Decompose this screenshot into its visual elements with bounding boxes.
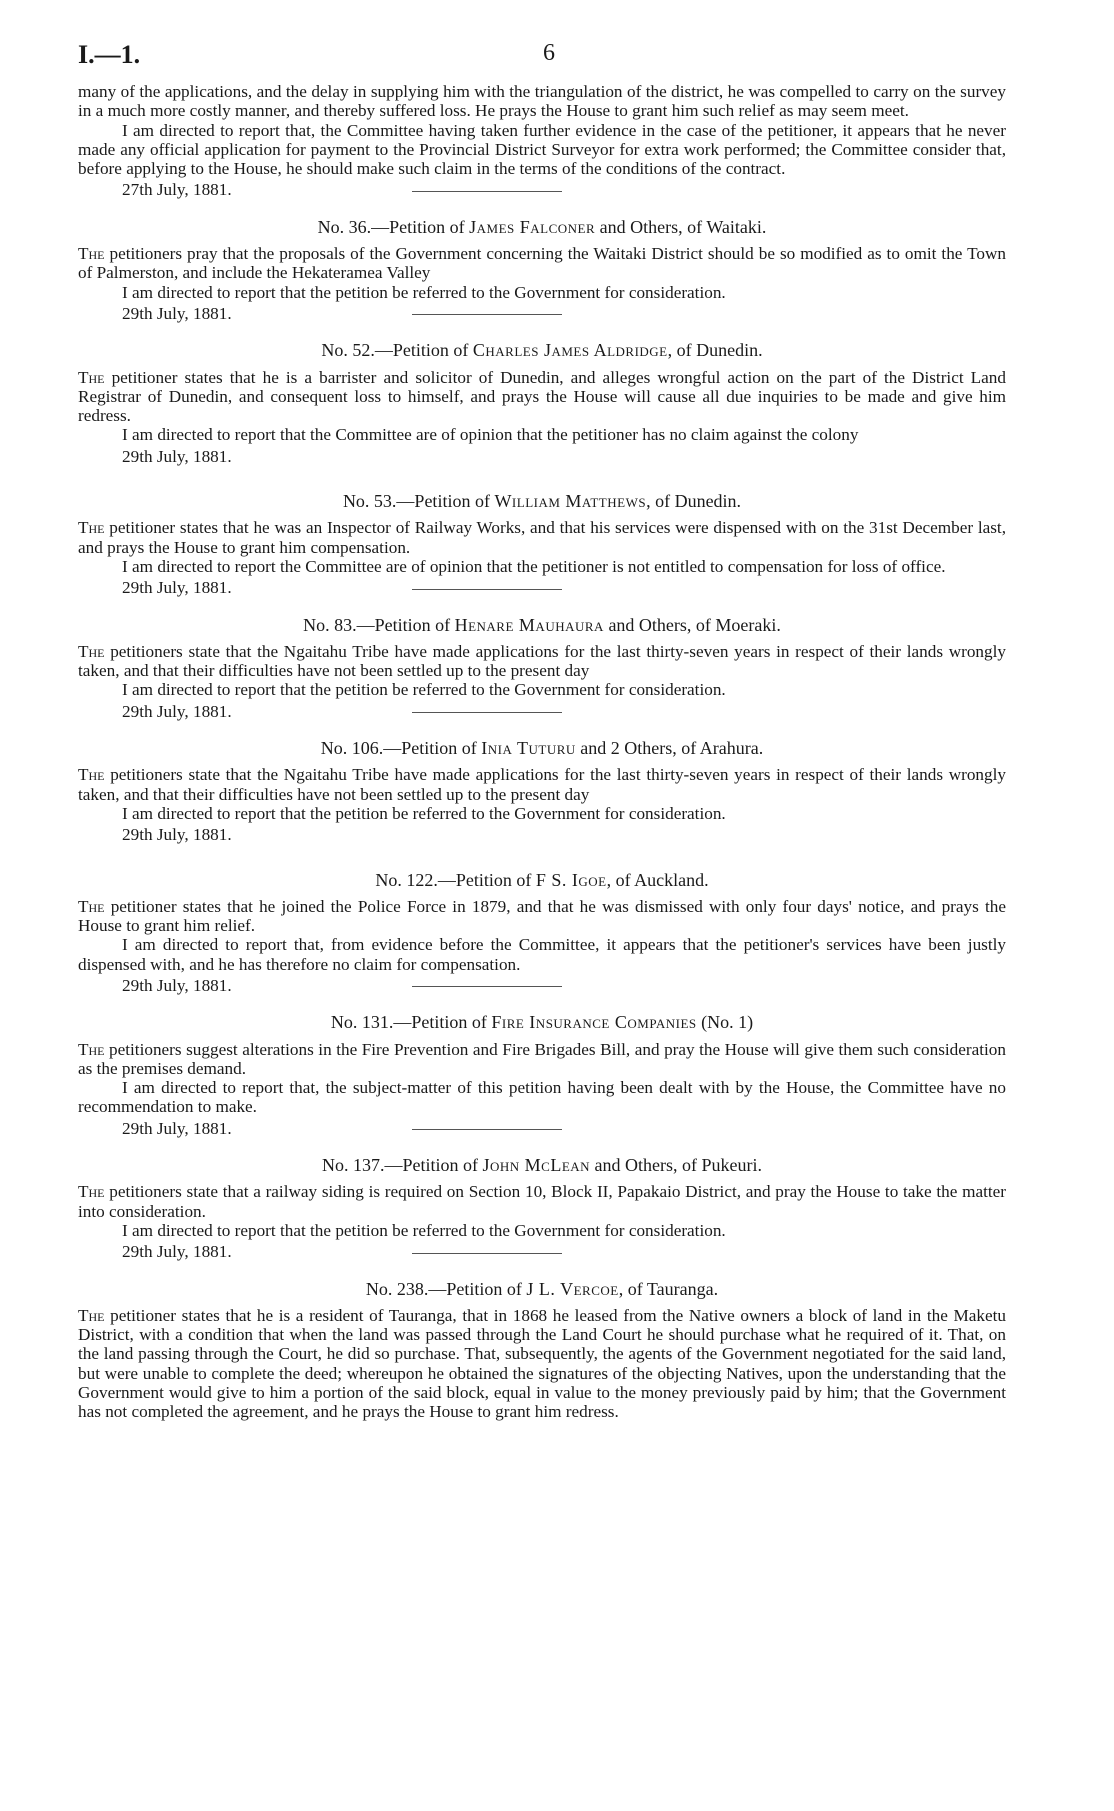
petition-36: [78, 216, 1006, 323]
date-line: 29th July, 1881.: [122, 303, 232, 323]
petition-heading: No. 137.—Petition of John McLean and Others, of Pukeuri.: [321, 1155, 763, 1176]
petition-52: [78, 341, 1006, 466]
petition-report: I am directed to report that, from evidence before the Committee, it appears that the petitioner's services have been justly dispensed with, and he has therefore no claim for compensation.: [78, 935, 1006, 974]
petition-122: [78, 869, 1006, 995]
petition-statement: The petitioner states that he was an Inspector of Railway Works, and that his services were dispensed with on the 31st December last, and prays the House to grant him compensation.: [78, 518, 1006, 557]
date-line: 29th July, 1881.: [122, 1118, 232, 1138]
petition-statement: The petitioner states that he is a barrister and solicitor of Dunedin, and alleges wrongful action on the part of the District Land Registrar of Dunedin, and consequent loss to himself, and prays the House will cause all due inquiries to be made and give him redress.: [78, 367, 1006, 426]
petition-106: [78, 739, 1006, 844]
petition-report: I am directed to report the Committee are of opinion that the petitioner is not entitled to compensation for loss of office.: [122, 556, 946, 576]
date-line: 29th July, 1881.: [122, 578, 232, 598]
petition-statement: The petitioners state that the Ngaitahu Tribe have made applications for the last thirty-seven years in respect of their lands wrongly taken, and that their difficulties have not been settled up to the present day: [78, 765, 1006, 804]
petition-heading: No. 122.—Petition of F S. Igoe, of Auckland.: [375, 869, 709, 890]
intro-section: [78, 82, 1006, 200]
petition-report: I am directed to report that, the subject-matter of this petition having been dealt with by the House, the Committee have no recommendation to make.: [78, 1078, 1006, 1117]
petition-statement: The petitioners state that the Ngaitahu Tribe have made applications for the last thirty-seven years in respect of their lands wrongly taken, and that their difficulties have not been settled up to the present day: [78, 641, 1006, 681]
section-divider: [412, 191, 562, 192]
petition-report: I am directed to report that the petition be referred to the Government for consideration.: [122, 803, 726, 823]
date-line: 27th July, 1881.: [122, 180, 232, 200]
petition-statement: The petitioner states that he is a resident of Tauranga, that in 1868 he leased from the Native owners a block of land in the Maketu District, with a condition that when the land was passed through the Land Court he should purchase what he required of it. That, on the land passing through the Court, he did so purchase. That, subsequently, the agents of the Government negotiated for the said land, but were unable to complete the deed; whereupon he obtained the signatures of the objecting Natives, upon the understanding that the Government would give to him a portion of the said block, equal in value to the money previously paid by him; that the Government has not completed the agreement, and he prays the House to grant him redress.: [78, 1305, 1006, 1422]
petition-83: [78, 614, 1006, 721]
petition-heading: No. 36.—Petition of James Falconer and Others, of Waitaki.: [317, 216, 767, 237]
page-number: 6: [543, 40, 555, 66]
petition-report: I am directed to report that the petition be referred to the Government for consideration.: [122, 680, 726, 700]
section-divider: [412, 1129, 562, 1130]
petition-report: I am directed to report that the petition be referred to the Government for consideration.: [122, 282, 726, 302]
section-divider: [412, 1253, 562, 1254]
intro-report: I am directed to report that, the Committee having taken further evidence in the case of the petitioner, it appears that he never made any official application for payment to the Provincial District Surveyor for extra work performed; the Committee consider that, before applying to the House, he should make such claim in the terms of the conditions of the contract.: [78, 120, 1006, 179]
petition-heading: No. 53.—Petition of William Matthews, of Dunedin.: [342, 491, 742, 512]
petition-report: I am directed to report that the petition be referred to the Government for consideration.: [122, 1220, 726, 1240]
section-divider: [412, 712, 562, 713]
section-divider: [412, 589, 562, 590]
date-line: 29th July, 1881.: [122, 825, 232, 845]
section-divider: [412, 314, 562, 315]
petition-heading: No. 52.—Petition of Charles James Aldridge, of Dunedin.: [321, 340, 763, 361]
page-header: [78, 40, 1006, 82]
petition-heading: No. 131.—Petition of Fire Insurance Companies (No. 1): [330, 1012, 754, 1033]
date-line: 29th July, 1881.: [122, 975, 232, 995]
petition-137: [78, 1155, 1006, 1262]
page-reference: I.—1.: [78, 40, 141, 69]
petition-statement: The petitioners suggest alterations in the Fire Prevention and Fire Brigades Bill, and pray the House will give them such consideration as the premises demand.: [78, 1039, 1006, 1078]
petition-report: I am directed to report that the Committee are of opinion that the petitioner has no claim against the colony: [122, 425, 859, 445]
document-body: [78, 82, 1006, 1422]
petition-131: [78, 1012, 1006, 1138]
petition-statement: The petitioners pray that the proposals of the Government concerning the Waitaki District should be so modified as to omit the Town of Palmerston, and include the Hekateramea Valley: [78, 244, 1006, 283]
petition-statement: The petitioners state that a railway siding is required on Section 10, Block II, Papakaio District, and pray the House to take the matter into consideration.: [78, 1182, 1006, 1221]
petition-238: [78, 1280, 1006, 1422]
petition-heading: No. 83.—Petition of Henare Mauhaura and Others, of Moeraki.: [303, 614, 781, 635]
intro-paragraph: many of the applications, and the delay in supplying him with the triangulation of the district, he was compelled to carry on the survey in a much more costly manner, and thereby suffered loss. He prays the House to grant him such relief as may seem meet.: [78, 82, 1006, 121]
date-line: 29th July, 1881.: [122, 701, 232, 721]
petition-heading: No. 238.—Petition of J L. Vercoe, of Tauranga.: [365, 1278, 719, 1299]
date-line: 29th July, 1881.: [122, 1242, 232, 1262]
petition-statement: The petitioner states that he joined the Police Force in 1879, and that he was dismissed with only four days' notice, and prays the House to grant him relief.: [78, 896, 1006, 936]
section-divider: [412, 986, 562, 987]
petition-heading: No. 106.—Petition of Inia Tuturu and 2 Others, of Arahura.: [320, 738, 764, 759]
date-line: 29th July, 1881.: [122, 446, 232, 466]
petition-53: [78, 491, 1006, 598]
